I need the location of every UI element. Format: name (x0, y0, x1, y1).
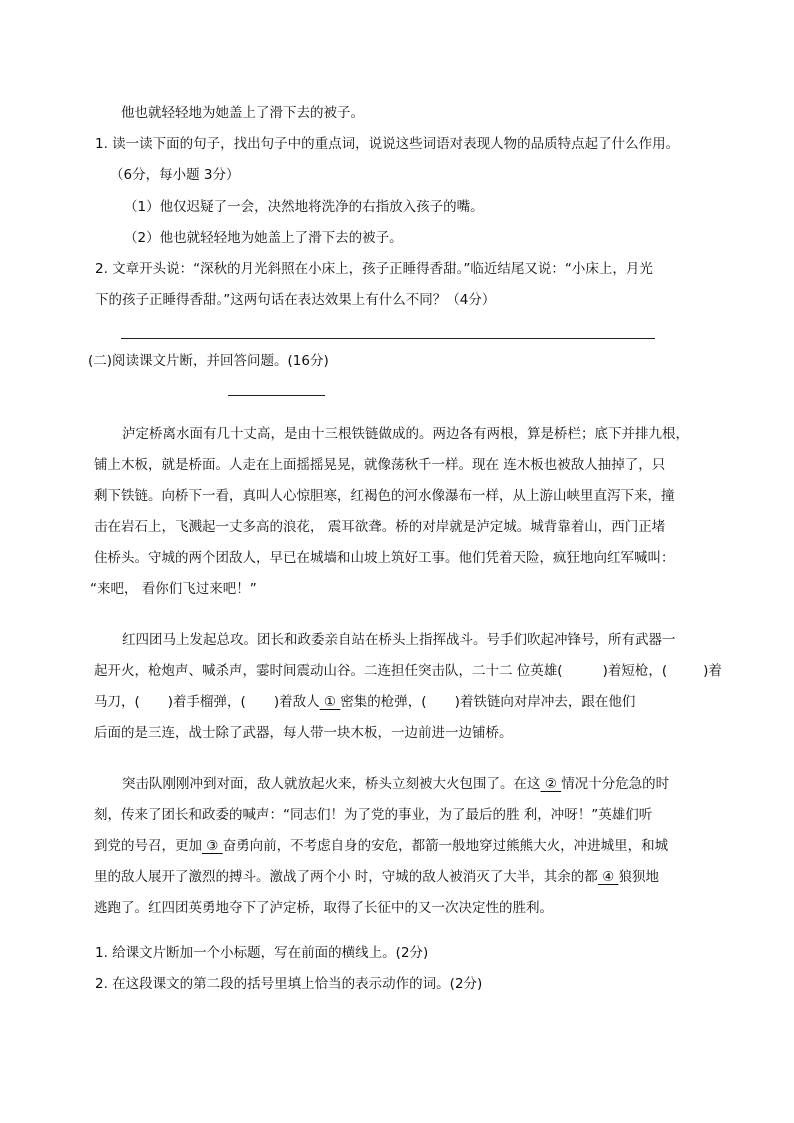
text-segment: 里的敌人展开了激烈的搏斗。激战了两个小 时，守城的敌人被消灭了大半，其余的都 (94, 869, 598, 885)
question-2-line-2: 下的孩子正睡得香甜。”这两句话在表达效果上有什么不同？（4分） (95, 292, 496, 308)
question-1-line-1: 1. 读一读下面的句子，找出句子中的重点词，说说这些词语对表现人物的品质特点起了什么作用。 (95, 136, 680, 152)
text-segment: 奋勇向前，不考虑自身的安危，都箭一般地穿过熊熊大火，冲进城里，和城 (222, 838, 669, 854)
text-segment: 密集的枪弹，( (340, 694, 427, 710)
section-2-question-2: 2. 在这段课文的第二段的括号里填上恰当的表示动作的词。(2分) (95, 976, 483, 992)
text-segment: )着 (703, 663, 722, 679)
fill-mark-2[interactable]: ② (540, 776, 562, 792)
paragraph-2-line-3 (94, 693, 635, 711)
paragraph-3-line-3 (94, 837, 668, 855)
answer-line[interactable] (121, 338, 655, 339)
title-answer-line[interactable] (228, 395, 325, 396)
question-1-sub-2: （2）他也就轻轻地为她盖上了滑下去的被子。 (124, 230, 403, 246)
text-segment: )着敌人 (273, 694, 320, 710)
question-1-sub-1: （1）他仅迟疑了一会，决然地将洗净的右指放入孩子的嘴。 (124, 199, 484, 215)
text-segment: )着手榴弹，( (167, 694, 246, 710)
text-segment: 到党的号召，更加 (94, 838, 202, 854)
paragraph-3-line-4 (94, 868, 659, 886)
paragraph-3-line-5: 逃跑了。红四团英勇地夺下了泸定桥，取得了长征中的又一次决定性的胜利。 (94, 900, 553, 916)
text-segment: )着短枪，( (602, 663, 668, 679)
text-segment: 马刀，( (94, 694, 140, 710)
paragraph-1-line-2: 铺上木板，就是桥面。人走在上面摇摇晃晃，就像荡秋千一样。现在 连木板也被敌人抽掉了，只 (94, 457, 666, 473)
paragraph-1-line-1: 泸定桥离水面有几十丈高，是由十三根铁链做成的。两边各有两根，算是桥栏；底下并排九根， (122, 426, 689, 442)
section-2-question-1: 1. 给课文片断加一个小标题，写在前面的横线上。(2分) (95, 945, 429, 961)
paragraph-3-line-2: 刻，传来了团长和政委的喊声：“同志们！为了党的事业，为了最后的胜 利，冲呀！”英雄们听 (94, 807, 653, 823)
paragraph-1-line-5: 住桥头。守城的两个团敌人，早已在城墙和山坡上筑好工事。他们凭着天险，疯狂地向红军喊叫： (94, 550, 675, 566)
paragraph-3-line-1 (122, 775, 669, 793)
text-segment: )着铁链向对岸冲去，跟在他们 (454, 694, 636, 710)
text-segment: 情况十分危急的时 (561, 776, 670, 792)
section-2-heading: (二)阅读课文片断，并回答问题。(16分) (88, 353, 329, 369)
fill-mark-1[interactable]: ① (319, 694, 341, 710)
intro-sentence: 他也就轻轻地为她盖上了滑下去的被子。 (121, 105, 364, 121)
fill-mark-3[interactable]: ③ (202, 838, 223, 854)
text-segment: 突击队刚刚冲到对面，敌人就放起火来，桥头立刻被大火包围了。在这 (122, 776, 541, 792)
question-1-line-2: （6分，每小题 3分） (110, 167, 240, 183)
text-segment: 起开火，枪炮声、喊杀声，霎时间震动山谷。二连担任突击队，二十二 位英雄( (94, 663, 563, 679)
text-segment: 狼狈地 (618, 869, 659, 885)
paragraph-2-line-2 (94, 662, 722, 680)
paragraph-1-line-3: 剩下铁链。向桥下一看，真叫人心惊胆寒，红褐色的河水像瀑布一样，从上游山峡里直泻下来，撞 (94, 488, 675, 504)
paragraph-1-line-4: 击在岩石上，飞溅起一丈多高的浪花， 震耳欲聋。桥的对岸就是泸定城。城背靠着山，西门正堵 (94, 519, 666, 535)
fill-mark-4[interactable]: ④ (597, 869, 619, 885)
paragraph-1-line-6: “来吧， 看你们飞过来吧！” (90, 581, 257, 597)
paragraph-2-line-1: 红四团马上发起总攻。团长和政委亲自站在桥头上指挥战斗。号手们吹起冲锋号，所有武器一 (122, 632, 676, 648)
paragraph-2-line-4: 后面的是三连，战士除了武器，每人带一块木板，一边前进一边铺桥。 (94, 725, 513, 741)
question-2-line-1: 2. 文章开头说：“深秋的月光斜照在小床上，孩子正睡得香甜。”临近结尾又说：“小床上，月光 (95, 261, 653, 277)
